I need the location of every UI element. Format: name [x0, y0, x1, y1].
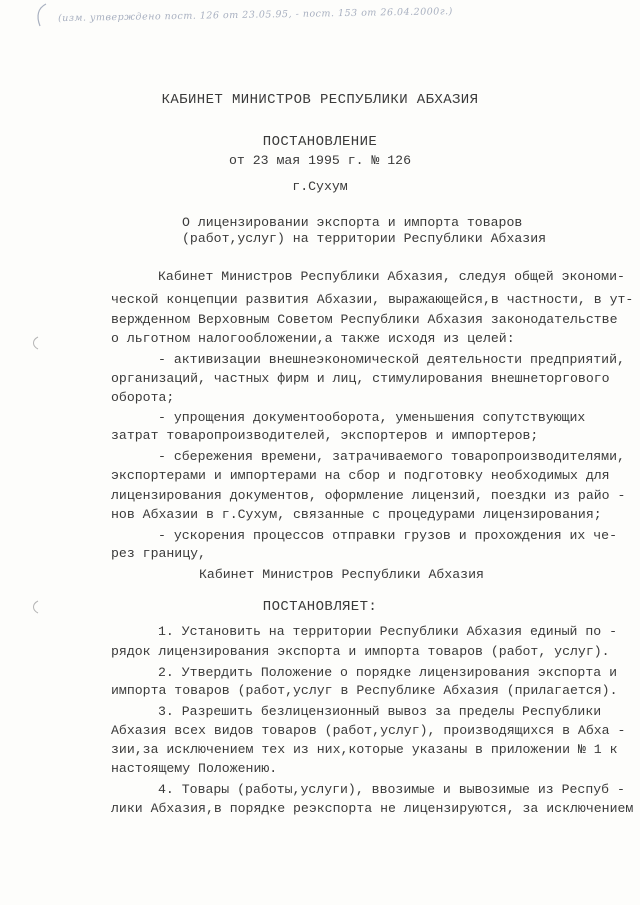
body-line: - сбережения времени, затрачиваемого товаропроизводителями,: [158, 449, 625, 464]
body-line: рез границу,: [111, 546, 206, 561]
item-line: 2. Утвердить Положение о порядке лицензирования экспорта и: [158, 665, 617, 680]
organization-heading: КАБИНЕТ МИНИСТРОВ РЕСПУБЛИКИ АБХАЗИЯ: [161, 92, 479, 108]
city: г.Сухум: [292, 179, 348, 194]
handwritten-bracket-mark: [30, 2, 52, 28]
item-line: лики Абхазия,в порядке реэкспорта не лицензируются, за исключением: [111, 801, 634, 816]
body-line: экспортерами и импортерами на сбор и подготовку необходимых для: [111, 468, 610, 483]
body-line: - упрощения документооборота, уменьшения сопутствующих: [158, 410, 586, 425]
item-line: рядок лицензирования экспорта и импорта товаров (работ, услуг).: [111, 644, 610, 659]
subject-line-2: (работ,услуг) на территории Республики Абхазия: [182, 231, 547, 246]
item-line: настоящему Положению.: [111, 761, 278, 776]
body-line: вержденном Верховным Советом Республики Абхазия законодательстве: [111, 312, 618, 327]
body-line: организаций, частных фирм и лиц, стимулирования внешнеторгового: [111, 371, 610, 386]
punch-hole-mark: [30, 336, 40, 350]
date-and-number: от 23 мая 1995 г. № 126: [228, 153, 412, 168]
cabinet-line: Кабинет Министров Республики Абхазия: [199, 567, 484, 582]
item-line: импорта товаров (работ,услуг в Республике Абхазия (прилагается).: [111, 683, 618, 698]
item-line: 3. Разрешить безлицензионный вывоз за пределы Республики: [158, 704, 602, 719]
body-line: о льготном налогообложении,а также исходя из целей:: [111, 331, 515, 346]
body-line: ческой концепции развития Абхазии, выражающейся,в частности, в ут-: [111, 292, 634, 307]
item-line: зии,за исключением тех из них,которые указаны в приложении № 1 к: [111, 742, 618, 757]
subject-line-1: О лицензировании экспорта и импорта товаров: [182, 215, 523, 230]
body-line: затрат товаропроизводителей, экспортеров и импортеров;: [111, 428, 539, 443]
item-line: 4. Товары (работы,услуги), ввозимые и вывозимые из Респуб -: [158, 782, 625, 797]
punch-hole-mark: [30, 600, 40, 614]
body-line: Кабинет Министров Республики Абхазия, следуя общей экономи-: [158, 269, 625, 284]
body-line: - ускорения процессов отправки грузов и прохождения их че-: [158, 528, 617, 543]
body-line: лицензирования документов, оформление лицензий, поездки из райо -: [111, 488, 626, 503]
resolves-heading: ПОСТАНОВЛЯЕТ:: [262, 599, 378, 615]
body-line: нов Абхазии в г.Сухум, связанные с процедурами лицензирования;: [111, 507, 602, 522]
document-type: ПОСТАНОВЛЕНИЕ: [262, 134, 378, 150]
body-line: - активизации внешнеэкономической деятельности предприятий,: [158, 352, 625, 367]
item-line: 1. Установить на территории Республики Абхазия единый по -: [158, 624, 617, 639]
body-line: оборота;: [111, 390, 175, 405]
item-line: Абхазия всех видов товаров (работ,услуг), производящихся в Абха -: [111, 723, 626, 738]
handwritten-annotation: (изм. утверждено пост. 126 от 23.05.95, - пост. 153 от 26.04.2000г.): [57, 6, 453, 25]
